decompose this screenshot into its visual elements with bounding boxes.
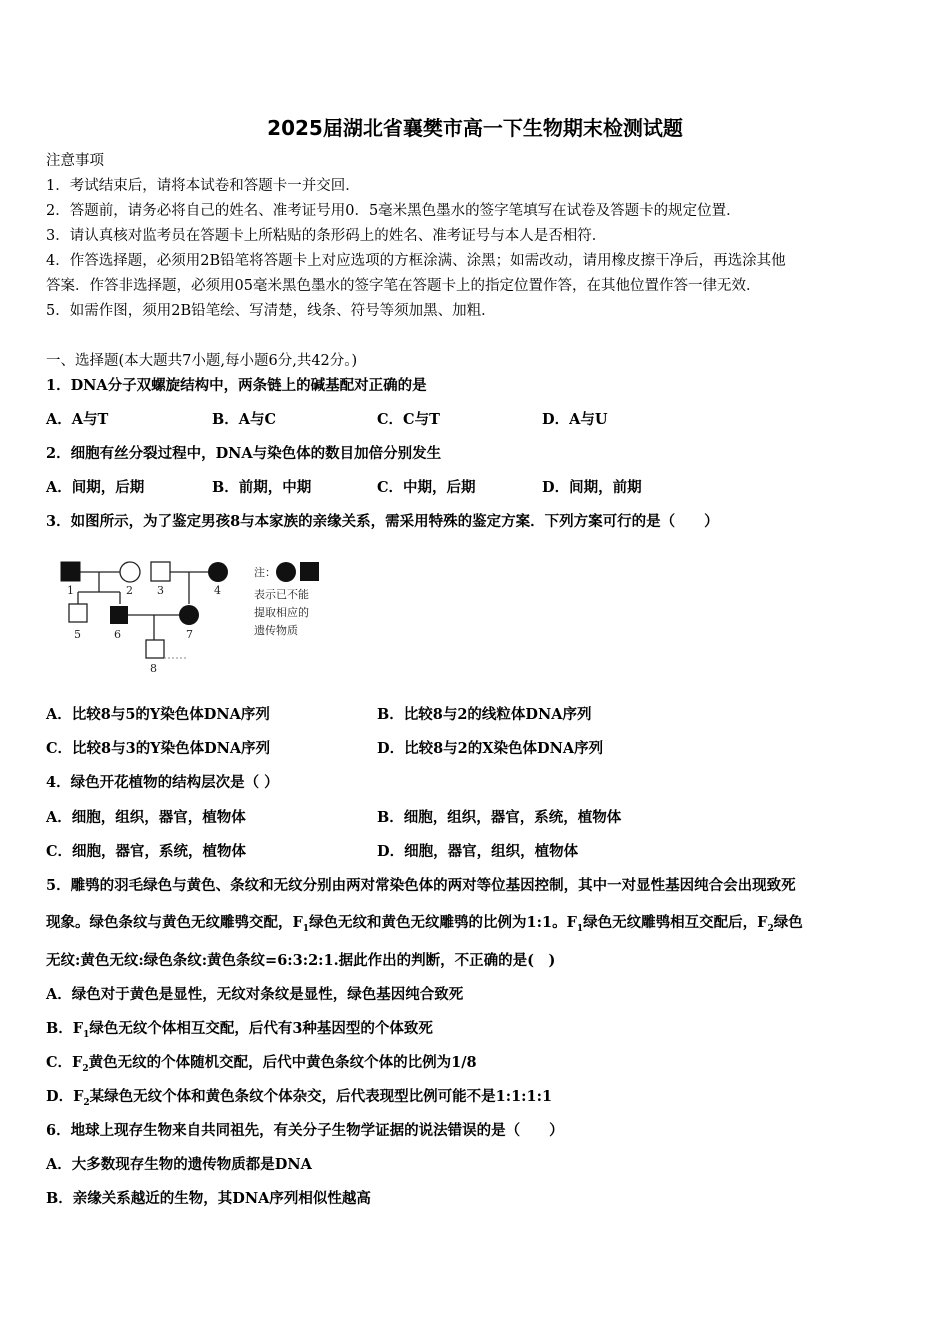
question-3-stem: 3．如图所示，为了鉴定男孩8与本家族的亲缘关系，需采用特殊的鉴定方案．下列方案可行的是（ ）	[46, 513, 719, 530]
notice-item: 4．作答选择题，必须用2B铅笔将答题卡上对应选项的方框涂满、涂黑；如需改动，请用橡皮擦干净后，再选涂其他	[46, 253, 786, 269]
label-3: 3	[157, 584, 164, 597]
pedigree-diagram	[58, 556, 338, 680]
legend-line-1: 表示已不能	[254, 588, 309, 601]
individual-6-symbol	[110, 606, 128, 624]
q1-option-d: D．A与U	[542, 411, 608, 428]
label-8: 8	[150, 662, 157, 675]
legend-circle-symbol	[276, 562, 296, 582]
q4-option-c: C．细胞，器官，系统，植物体	[46, 843, 247, 860]
q5-option-d: D．$F_2$某绿色无纹个体和黄色条纹个体杂交，后代表现型比例可能不是1:1:1:1	[46, 1088, 553, 1108]
q1-option-b: B．A与C	[212, 411, 277, 428]
section-heading: 一、选择题(本大题共7小题,每小题6分,共42分。)	[46, 353, 358, 369]
question-5-line-3: 无纹:黄色无纹:绿色条纹:黄色条纹=6:3:2:1.据此作出的判断，不正确的是( )	[46, 952, 556, 969]
q1-option-a: A．A与T	[46, 411, 109, 428]
q2-option-b: B．前期，中期	[212, 479, 312, 496]
q3-option-c: C．比较8与3的Y染色体DNA序列	[46, 740, 271, 757]
q4-option-b: B．细胞，组织，器官，系统，植物体	[377, 809, 622, 826]
notice-item: 1．考试结束后，请将本试卷和答题卡一并交回．	[46, 178, 360, 194]
q6-option-a: A．大多数现存生物的遗传物质都是DNA	[46, 1156, 312, 1173]
q2-option-d: D．间期，前期	[542, 479, 642, 496]
q3-option-b: B．比较8与2的线粒体DNA序列	[377, 706, 592, 723]
legend-square-symbol	[300, 562, 319, 581]
label-2: 2	[126, 584, 133, 597]
legend-line-3: 遗传物质	[254, 624, 298, 637]
question-1-stem: 1．DNA分子双螺旋结构中，两条链上的碱基配对正确的是	[46, 377, 427, 394]
q5-option-a: A．绿色对于黄色是显性，无纹对条纹是显性，绿色基因纯合致死	[46, 986, 464, 1003]
individual-4-symbol	[208, 562, 228, 582]
label-1: 1	[67, 584, 74, 597]
q5-option-b: B．$F_1$绿色无纹个体相互交配，后代有3种基因型的个体致死	[46, 1020, 433, 1040]
notice-item: 2．答题前，请务必将自己的姓名、准考证号用0．5毫米黑色墨水的签字笔填写在试卷及答题卡的规定位置．	[46, 203, 741, 219]
q2-option-a: A．间期，后期	[46, 479, 145, 496]
page-title: 2025届湖北省襄樊市高一下生物期末检测试题	[267, 116, 683, 140]
label-7: 7	[186, 628, 193, 641]
notice-item: 5．如需作图，须用2B铅笔绘、写清楚，线条、符号等须加黑、加粗．	[46, 303, 496, 319]
notice-heading: 注意事项	[46, 153, 104, 169]
question-5-line-2: 现象。绿色条纹与黄色无纹雕鸮交配，$F_1$绿色无纹和黄色无纹雕鸮的比例为1:1。$F_1$绿色无纹雕鸮相互交配后，$F_2$绿色	[46, 914, 803, 934]
individual-7-symbol	[179, 605, 199, 625]
individual-1-symbol	[61, 562, 80, 581]
notice-item: 答案．作答非选择题，必须用05毫米黑色墨水的签字笔在答题卡上的指定位置作答，在其他位置作答一律无效．	[46, 278, 761, 294]
question-5-line-1: 5．雕鸮的羽毛绿色与黄色、条纹和无纹分别由两对常染色体的两对等位基因控制，其中一对显性基因纯合会出现致死	[46, 877, 796, 894]
q5-option-c: C．$F_2$黄色无纹的个体随机交配，后代中黄色条纹个体的比例为1/8	[46, 1054, 477, 1074]
question-4-stem: 4．绿色开花植物的结构层次是（ ）	[46, 774, 279, 791]
question-2-stem: 2．细胞有丝分裂过程中，DNA与染色体的数目加倍分别发生	[46, 445, 442, 462]
individual-3-symbol	[151, 562, 170, 581]
q6-option-b: B．亲缘关系越近的生物，其DNA序列相似性越高	[46, 1190, 371, 1207]
individual-5-symbol	[69, 604, 87, 622]
individual-2-symbol	[120, 562, 140, 582]
question-6-stem: 6．地球上现存生物来自共同祖先，有关分子生物学证据的说法错误的是（ ）	[46, 1122, 564, 1139]
q3-option-d: D．比较8与2的X染色体DNA序列	[377, 740, 604, 757]
q4-option-d: D．细胞，器官，组织，植物体	[377, 843, 579, 860]
q1-option-c: C．C与T	[377, 411, 440, 428]
legend-line-2: 提取相应的	[254, 606, 309, 619]
q3-option-a: A．比较8与5的Y染色体DNA序列	[46, 706, 270, 723]
label-4: 4	[214, 584, 221, 597]
q2-option-c: C．中期，后期	[377, 479, 476, 496]
notice-item: 3．请认真核对监考员在答题卡上所粘贴的条形码上的姓名、准考证号与本人是否相符．	[46, 228, 607, 244]
label-5: 5	[74, 628, 81, 641]
legend-prefix: 注：	[254, 566, 276, 579]
q4-option-a: A．细胞，组织，器官，植物体	[46, 809, 246, 826]
individual-8-symbol	[146, 640, 164, 658]
label-6: 6	[114, 628, 121, 641]
